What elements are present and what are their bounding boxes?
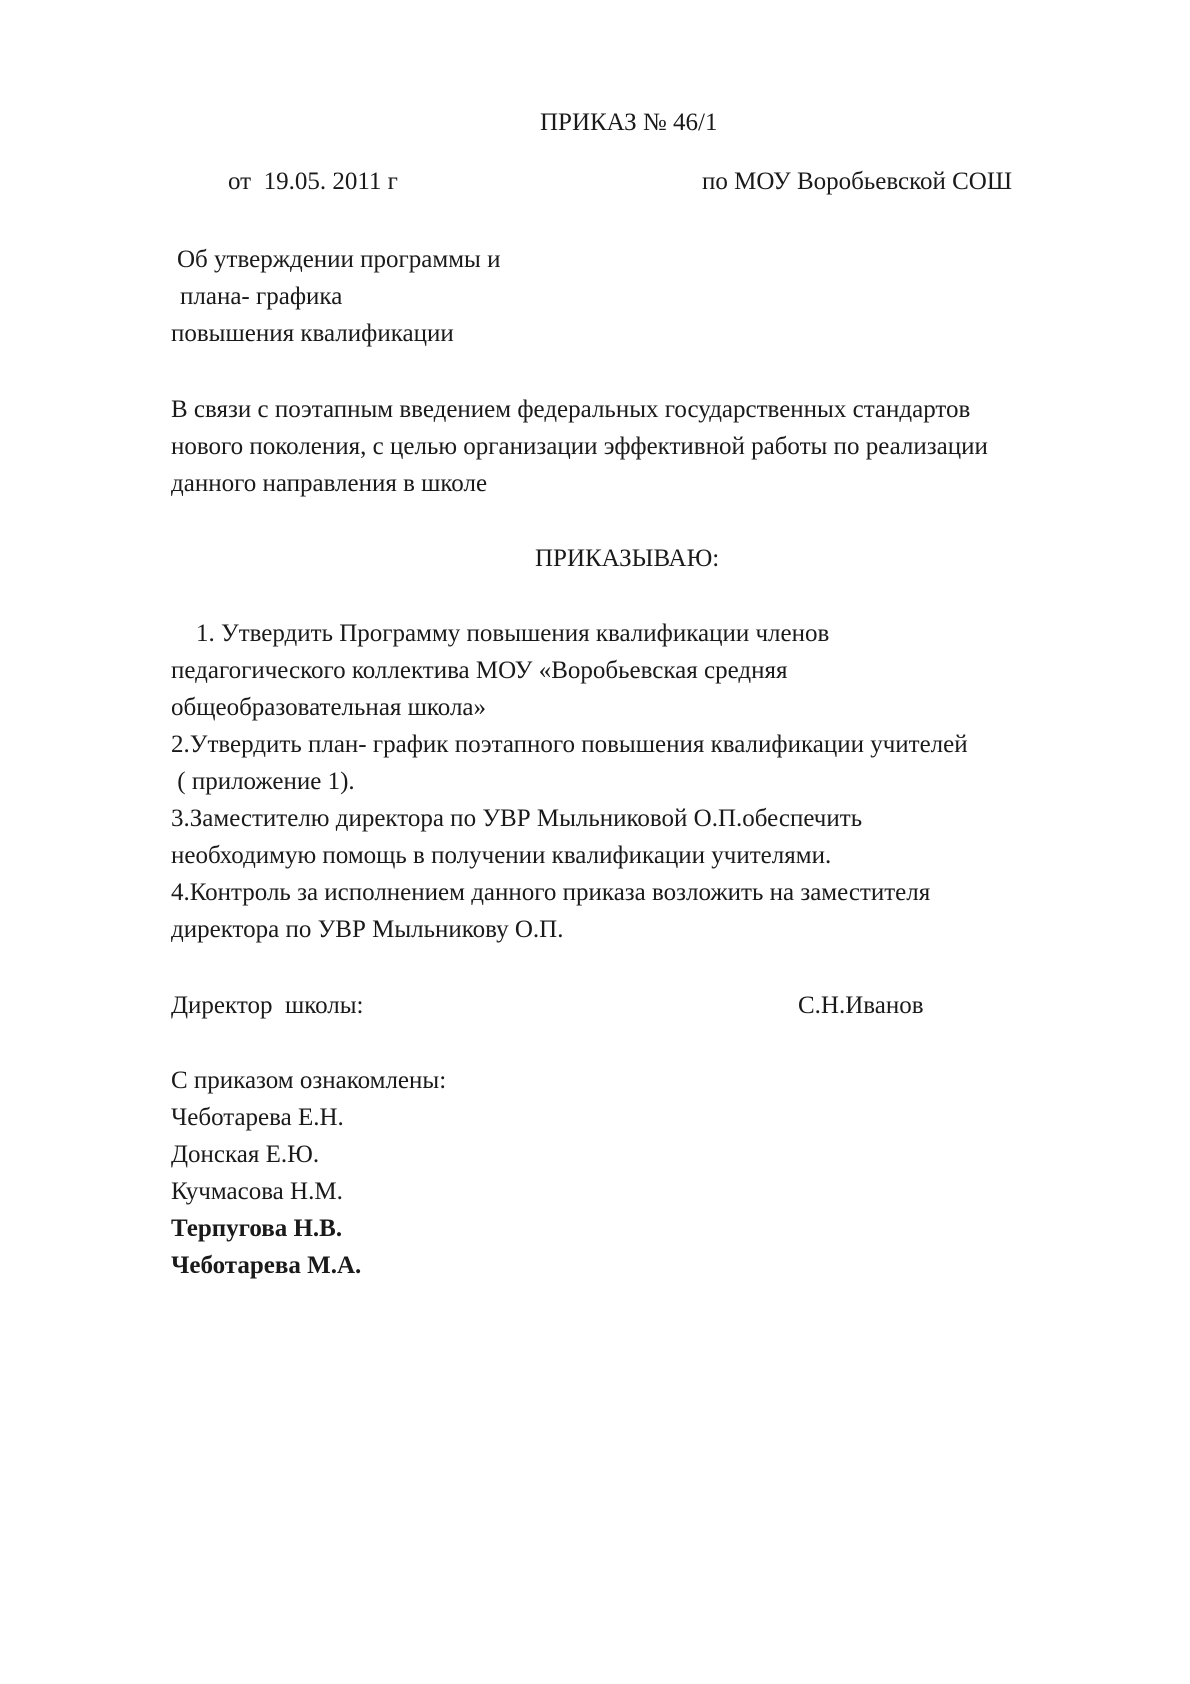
order-title: ПРИКАЗ № 46/1 — [540, 109, 718, 136]
subject-line: плана- графика — [180, 283, 343, 310]
preamble-line: нового поколения, с целью организации эффективной работы по реализации — [171, 433, 988, 460]
item-line: 1. Утвердить Программу повышения квалификации членов — [196, 620, 830, 647]
subject-line: Об утверждении программы и — [177, 246, 501, 273]
item-line: 2.Утвердить план- график поэтапного повышения квалификации учителей — [171, 731, 968, 758]
acknowledgement-heading: С приказом ознакомлены: — [171, 1067, 447, 1094]
acknowledged-name: Чеботарева М.А. — [171, 1252, 362, 1279]
order-word: ПРИКАЗЫВАЮ: — [535, 545, 720, 572]
preamble-line: данного направления в школе — [171, 470, 488, 497]
item-line: 4.Контроль за исполнением данного приказа возложить на заместителя — [171, 879, 931, 906]
item-line: необходимую помощь в получении квалификации учителями. — [171, 842, 832, 869]
item-line: ( приложение 1). — [171, 768, 355, 795]
item-line: директора по УВР Мыльникову О.П. — [171, 916, 564, 943]
acknowledged-name: Донская Е.Ю. — [171, 1141, 320, 1168]
acknowledged-name: Кучмасова Н.М. — [171, 1178, 343, 1205]
order-date: от 19.05. 2011 г — [228, 168, 398, 195]
item-line: общеобразовательная школа» — [171, 694, 487, 721]
subject-line: повышения квалификации — [171, 320, 454, 347]
item-line: педагогического коллектива МОУ «Воробьевская средняя — [171, 657, 788, 684]
signature-role: Директор школы: — [171, 992, 364, 1019]
acknowledged-name: Терпугова Н.В. — [171, 1215, 343, 1242]
signature-name: С.Н.Иванов — [798, 992, 924, 1019]
preamble-line: В связи с поэтапным введением федеральных государственных стандартов — [171, 396, 971, 423]
item-line: 3.Заместителю директора по УВР Мыльниковой О.П.обеспечить — [171, 805, 863, 832]
order-organization: по МОУ Воробьевской СОШ — [702, 168, 1013, 195]
acknowledged-name: Чеботарева Е.Н. — [171, 1104, 344, 1131]
